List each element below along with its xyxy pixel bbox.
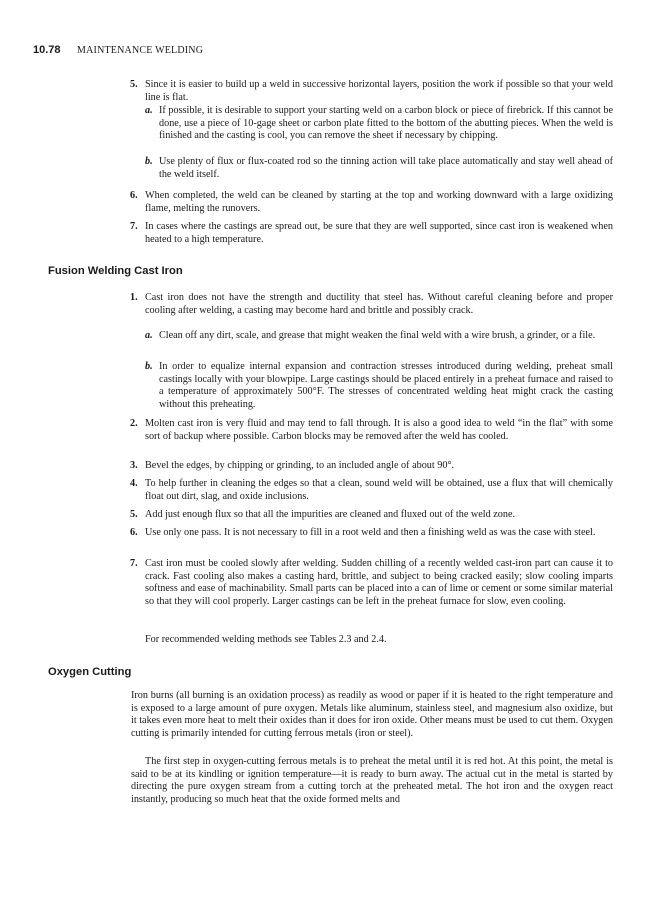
list-number: 6.	[130, 190, 138, 201]
sub-item	[145, 156, 613, 181]
list-item	[130, 460, 613, 473]
list-number: 1.	[130, 292, 138, 303]
running-header	[33, 44, 203, 56]
list-item	[130, 190, 613, 215]
list-text: In cases where the castings are spread out, be sure that they are well supported, since cast iron is weakened when heated to a high temperature.	[145, 221, 613, 245]
section-heading-fusion-welding: Fusion Welding Cast Iron	[48, 265, 183, 277]
sub-text: Use plenty of flux or flux-coated rod so the tinning action will take place automatically and stay well ahead of the weld itself.	[159, 156, 613, 180]
table-reference-note: For recommended welding methods see Tables 2.3 and 2.4.	[145, 634, 387, 645]
list-item	[130, 527, 613, 540]
list-number: 7.	[130, 558, 138, 569]
sub-letter: a.	[145, 330, 153, 341]
list-number: 7.	[130, 221, 138, 232]
sub-letter: a.	[145, 105, 153, 116]
paragraph: The first step in oxygen-cutting ferrous metals is to preheat the metal until it is red hot. At this point, the metal is said to be at its kindling or ignition temperature—it is ready to burn away. The actual cut in the metal is started by directing the pure oxygen stream from a cutting torch at the preheated metal. The hot iron and the oxygen react instantly, producing so much heat that the oxide formed melts and	[131, 756, 613, 806]
list-item	[130, 79, 613, 104]
list-item	[130, 478, 613, 503]
list-number: 6.	[130, 527, 138, 538]
list-number: 3.	[130, 460, 138, 471]
sub-text: In order to equalize internal expansion and contraction stresses introduced during welding, preheat small castings locally with your blowpipe. Large castings should be placed entirely in a preheat furnace and raised to a temperature of approximately 500°F. The stresses of concentrated welding heat might crack the casting without this preheating.	[159, 361, 613, 411]
list-number: 5.	[130, 509, 138, 520]
list-item	[130, 292, 613, 317]
list-text: Cast iron must be cooled slowly after welding. Sudden chilling of a recently welded cast-iron part can cause it to crack. Fast cooling also makes a casting hard, brittle, and subject to being cracked easily; slow cooling imparts softness and ease of machinability. Small parts can be placed into a can of lime or cement or some similar material so that they will cool properly. Larger castings can be left in the preheat furnace for slow, even cooling.	[145, 558, 613, 608]
sub-letter: b.	[145, 156, 153, 167]
list-text: Since it is easier to build up a weld in successive horizontal layers, position the work if possible so that your weld line is flat.	[145, 79, 613, 103]
list-text: Add just enough flux so that all the impurities are cleaned and fluxed out of the weld zone.	[145, 509, 516, 520]
list-text: To help further in cleaning the edges so that a clean, sound weld will be obtained, use a flux that will chemically float out dirt, slag, and oxide inclusions.	[145, 478, 613, 502]
list-item	[130, 558, 613, 609]
list-item	[130, 221, 613, 246]
sub-item	[145, 330, 613, 343]
sub-text: Clean off any dirt, scale, and grease that might weaken the final weld with a wire brush, a grinder, or a file.	[159, 330, 596, 341]
running-title: MAINTENANCE WELDING	[77, 45, 204, 56]
list-number: 4.	[130, 478, 138, 489]
sub-item	[145, 361, 613, 412]
list-text: Cast iron does not have the strength and ductility that steel has. Without careful cleaning before and proper cooling after welding, a casting may become hard and brittle and possibly crack.	[145, 292, 613, 316]
sub-text: If possible, it is desirable to support your starting weld on a carbon block or piece of firebrick. If this cannot be done, use a piece of 10-gage sheet or carbon plate fitted to the bottom of the abutting pieces. When the weld is finished and the casting is cool, you can remove the sheet if necessary by chipping.	[159, 105, 613, 142]
list-text: When completed, the weld can be cleaned by starting at the top and working downward with a large oxidizing flame, melting the runovers.	[145, 190, 613, 214]
list-text: Use only one pass. It is not necessary to fill in a root weld and then a finishing weld as was the case with steel.	[145, 527, 596, 538]
list-item	[130, 509, 613, 522]
list-item	[130, 418, 613, 443]
page-number: 10.78	[33, 44, 61, 56]
sub-item	[145, 105, 613, 143]
list-number: 2.	[130, 418, 138, 429]
list-number: 5.	[130, 79, 138, 90]
list-text: Molten cast iron is very fluid and may tend to fall through. It is also a good idea to weld “in the flat” with some sort of backup where possible. Carbon blocks may be removed after the weld has cooled.	[145, 418, 613, 442]
paragraph: Iron burns (all burning is an oxidation process) as readily as wood or paper if it is heated to the right temperature and is exposed to a large amount of pure oxygen. Metals like aluminum, stainless steel, and magnesium also oxidize, but it takes even more heat to melt their oxides than it does for iron oxide. Other means must be used to cut them. Oxygen cutting is primarily intended for cutting ferrous metals (iron or steel).	[131, 690, 613, 740]
sub-letter: b.	[145, 361, 153, 372]
section-heading-oxygen-cutting: Oxygen Cutting	[48, 666, 132, 678]
list-text: Bevel the edges, by chipping or grinding, to an included angle of about 90°.	[145, 460, 455, 471]
